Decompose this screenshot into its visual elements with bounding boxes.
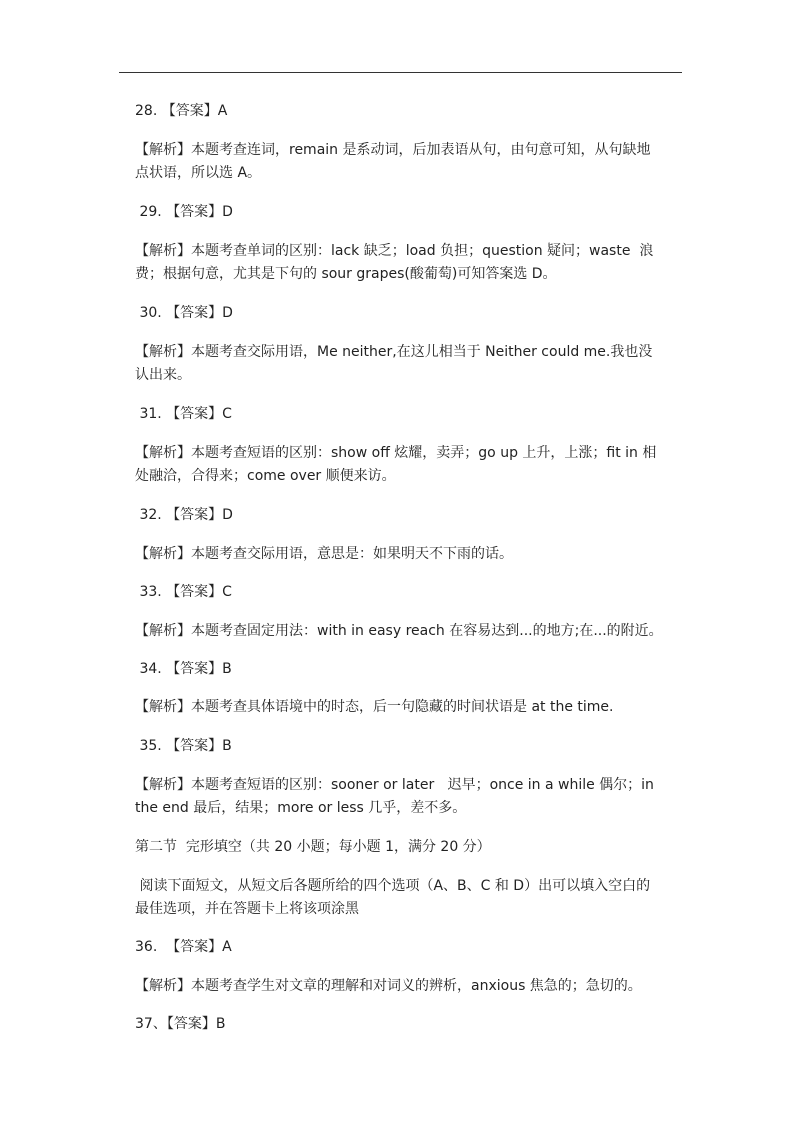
section-2-heading: 第二节 完形填空（共 20 小题；每小题 1，满分 20 分） (135, 839, 491, 855)
answer-34-heading: 34. 【答案】B (135, 661, 232, 677)
explanation-30-line-1: 【解析】本题考查交际用语，Me neither,在这儿相当于 Neither could me.我也没 (135, 344, 653, 360)
answer-31-heading: 31. 【答案】C (135, 406, 232, 422)
section-2-instruction-line-2: 最佳选项，并在答题卡上将该项涂黑 (135, 901, 359, 917)
answer-30-heading: 30. 【答案】D (135, 305, 233, 321)
answer-28-heading: 28. 【答案】A (135, 103, 228, 119)
explanation-31-line-2: 处融洽，合得来；come over 顺便来访。 (135, 468, 396, 484)
answer-36-heading: 36. 【答案】A (135, 939, 232, 955)
explanation-32-line-1: 【解析】本题考查交际用语，意思是：如果明天不下雨的话。 (135, 546, 513, 562)
explanation-35-line-2: the end 最后，结果；more or less 几乎，差不多。 (135, 800, 467, 816)
answer-29-heading: 29. 【答案】D (135, 204, 233, 220)
explanation-30-line-2: 认出来。 (135, 367, 191, 383)
answer-32-heading: 32. 【答案】D (135, 507, 233, 523)
explanation-29-line-1: 【解析】本题考查单词的区别：lack 缺乏；load 负担；question 疑问；waste 浪 (135, 243, 654, 259)
section-2-instruction-line-1: 阅读下面短文，从短文后各题所给的四个选项（A、B、C 和 D）出可以填入空白的 (135, 878, 651, 894)
header-rule (119, 72, 682, 73)
answer-35-heading: 35. 【答案】B (135, 738, 232, 754)
explanation-28-line-2: 点状语，所以选 A。 (135, 165, 262, 181)
explanation-33-line-1: 【解析】本题考查固定用法：with in easy reach 在容易达到...的地方;在...的附近。 (135, 623, 663, 639)
answer-33-heading: 33. 【答案】C (135, 584, 232, 600)
explanation-35-line-1: 【解析】本题考查短语的区别：sooner or later 迟早；once in a while 偶尔；in (135, 777, 654, 793)
answer-37-heading: 37、【答案】B (135, 1016, 226, 1032)
explanation-28-line-1: 【解析】本题考查连词，remain 是系动词，后加表语从句，由句意可知，从句缺地 (135, 142, 651, 158)
explanation-34-line-1: 【解析】本题考查具体语境中的时态，后一句隐藏的时间状语是 at the time. (135, 699, 614, 715)
explanation-36-line-1: 【解析】本题考查学生对文章的理解和对词义的辨析，anxious 焦急的；急切的。 (135, 978, 642, 994)
explanation-29-line-2: 费；根据句意，尤其是下句的 sour grapes(酸葡萄)可知答案选 D。 (135, 266, 557, 282)
explanation-31-line-1: 【解析】本题考查短语的区别：show off 炫耀，卖弄；go up 上升，上涨；fit in 相 (135, 445, 657, 461)
